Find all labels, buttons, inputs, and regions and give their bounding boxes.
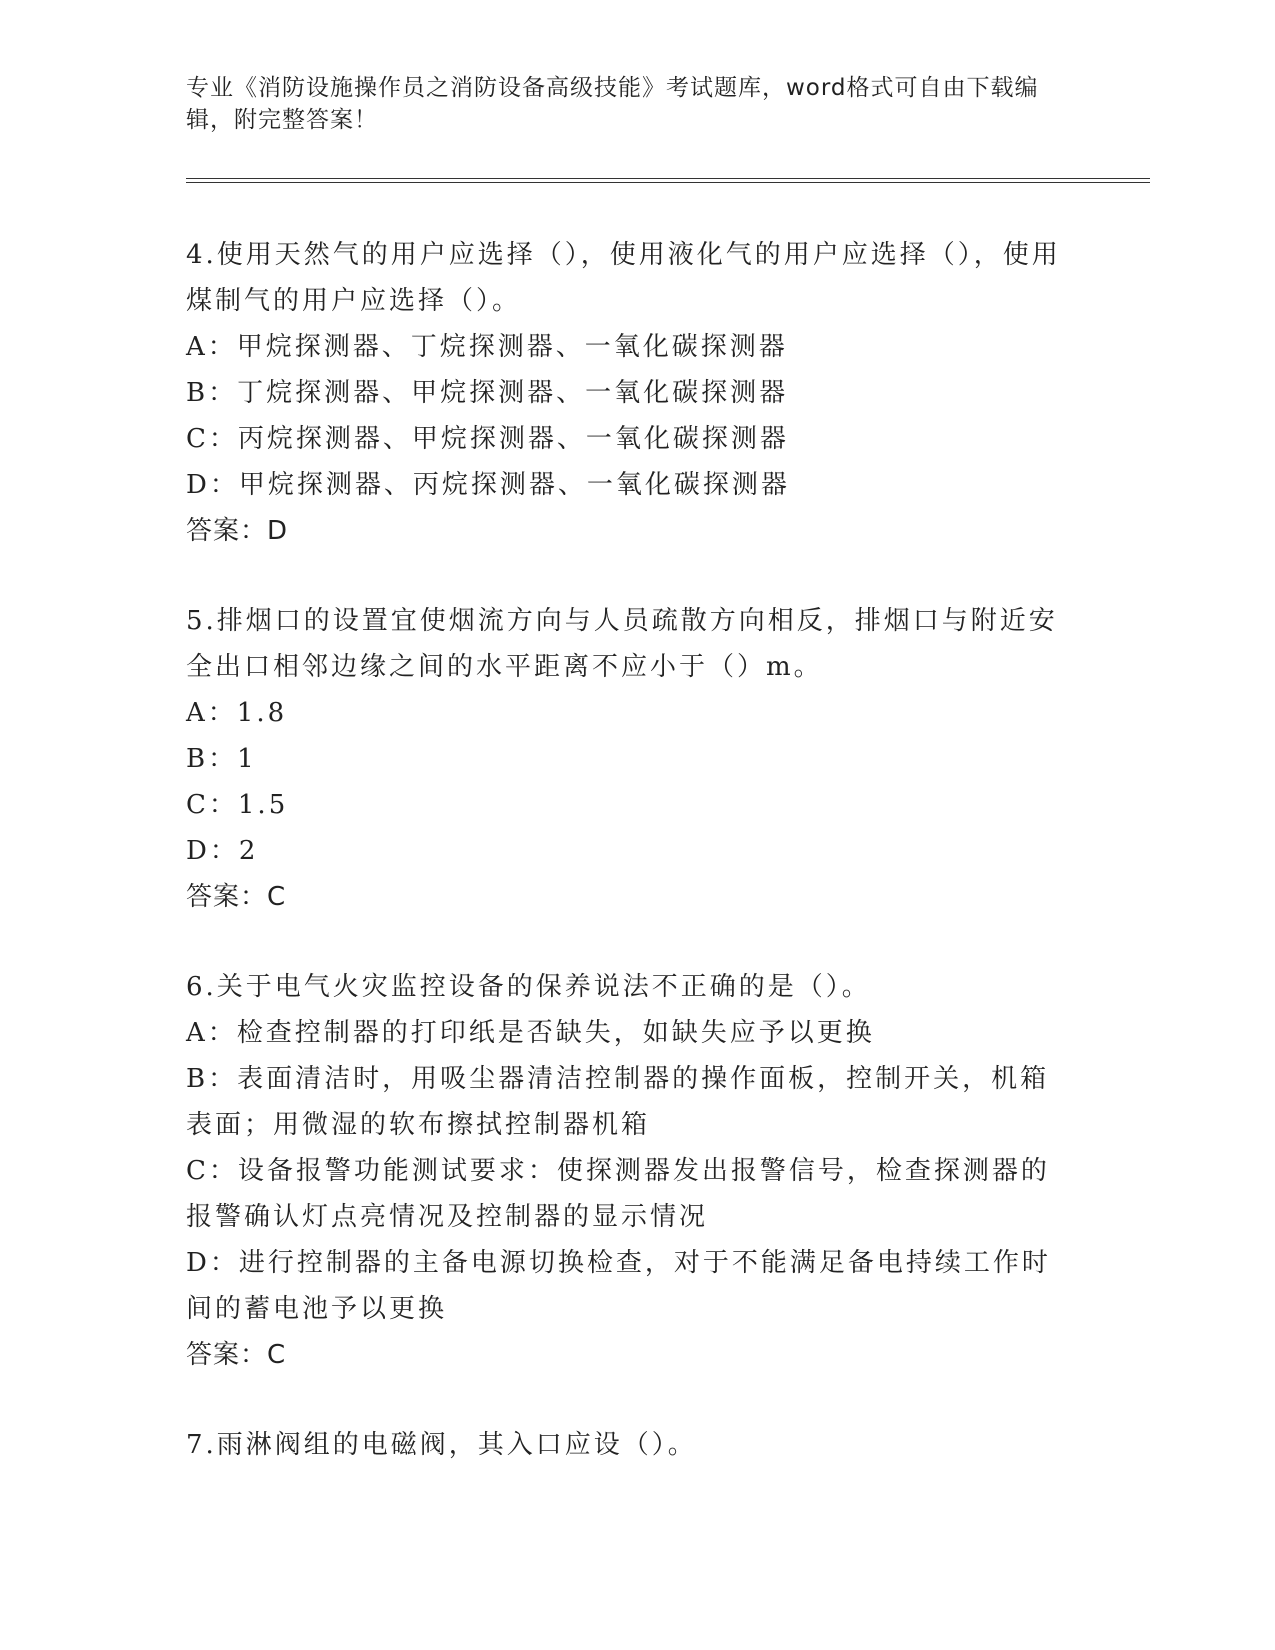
option-d: D：进行控制器的主备电源切换检查，对于不能满足备电持续工作时间的蓄电池予以更换 (186, 1248, 1051, 1324)
header-divider-bottom (186, 182, 1150, 183)
option-d: D：甲烷探测器、丙烷探测器、一氧化碳探测器 (186, 470, 790, 500)
question-6 (186, 964, 1066, 1378)
question-4 (186, 232, 1066, 554)
option-c: C：1.5 (186, 790, 289, 820)
option-a: A：1.8 (186, 698, 288, 728)
option-a: A：甲烷探测器、丁烷探测器、一氧化碳探测器 (186, 332, 788, 362)
option-a: A：检查控制器的打印纸是否缺失，如缺失应予以更换 (186, 1018, 875, 1048)
header-divider-top (186, 178, 1150, 179)
option-d: D：2 (186, 836, 259, 866)
question-text: 7.雨淋阀组的电磁阀，其入口应设（）。 (186, 1430, 697, 1460)
option-b: B：表面清洁时，用吸尘器清洁控制器的操作面板，控制开关，机箱表面；用微湿的软布擦拭控制器机箱 (186, 1064, 1050, 1140)
option-c: C：设备报警功能测试要求：使探测器发出报警信号，检查探测器的报警确认灯点亮情况及控制器的显示情况 (186, 1156, 1050, 1232)
answer: 答案：C (186, 882, 287, 912)
option-b: B：1 (186, 744, 257, 774)
question-text: 6.关于电气火灾监控设备的保养说法不正确的是（）。 (186, 972, 871, 1002)
question-text: 4.使用天然气的用户应选择（），使用液化气的用户应选择（），使用煤制气的用户应选择（）。 (186, 240, 1061, 316)
option-b: B：丁烷探测器、甲烷探测器、一氧化碳探测器 (186, 378, 789, 408)
answer: 答案：D (186, 516, 289, 546)
document-header: 专业《消防设施操作员之消防设备高级技能》考试题库，word格式可自由下载编辑，附完整答案！ (186, 75, 1039, 133)
question-text: 5.排烟口的设置宜使烟流方向与人员疏散方向相反，排烟口与附近安全出口相邻边缘之间的水平距离不应小于（）m。 (186, 606, 1058, 682)
question-7 (186, 1422, 1066, 1468)
answer: 答案：C (186, 1340, 287, 1370)
question-5 (186, 598, 1066, 920)
question-list (186, 232, 1066, 1512)
option-c: C：丙烷探测器、甲烷探测器、一氧化碳探测器 (186, 424, 789, 454)
